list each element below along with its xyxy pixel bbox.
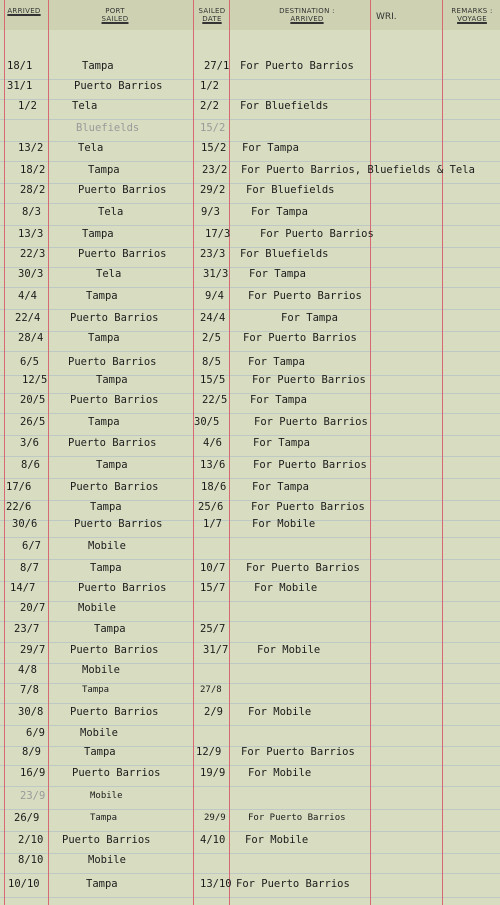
ruled-line [0,765,500,766]
ruled-line [0,663,500,664]
column-rule [229,0,230,905]
ruled-line [0,601,500,602]
port-name: Tampa [88,164,120,176]
destination: For Bluefields [240,248,329,260]
arrived-date: 8/10 [18,854,44,866]
port-name: Puerto Barrios [78,582,167,594]
ruled-line [0,642,500,643]
ruled-line [0,897,500,898]
ruled-line [0,435,500,436]
port-name: Tampa [84,746,116,758]
destination: For Puerto Barrios [248,813,346,823]
header-sailed-label: SAILED [198,7,226,15]
arrived-date: 28/2 [20,184,46,196]
arrived-date: 4/8 [18,664,37,676]
ruled-line [0,873,500,874]
header-wri: WRI. [376,12,397,22]
ruled-line [0,683,500,684]
ruled-line [0,831,500,832]
arrived-date: 31/1 [7,80,33,92]
sailed-date: 29/9 [204,813,226,823]
sailed-date: 9/3 [201,206,220,218]
arrived-date: 18/1 [7,60,33,72]
destination: For Bluefields [246,184,335,196]
port-name: Mobile [90,791,123,801]
sailed-date: 31/3 [203,268,229,280]
ruled-line [0,500,500,501]
sailed-date: 23/3 [200,248,226,260]
sailed-date: 22/5 [202,394,228,406]
header-destination [262,7,352,23]
sailed-date: 17/3 [205,228,231,240]
ruled-line [0,725,500,726]
port-name: Tela [96,268,122,280]
ruled-line [0,413,500,414]
destination: For Puerto Barrios [252,374,366,386]
sailed-date: 4/6 [203,437,222,449]
sailed-date: 13/10 [200,878,232,890]
ruled-line [0,853,500,854]
port-name: Tampa [90,813,118,823]
arrived-date: 29/7 [20,644,46,656]
arrived-date: 22/3 [20,248,46,260]
port-name: Tampa [86,878,118,890]
header-remarks-sub: VOYAGE [457,15,487,23]
port-name: Mobile [82,664,120,676]
port-name: Puerto Barrios [70,312,159,324]
header-arrived [2,7,46,15]
sailed-date: 25/7 [200,623,226,635]
ruled-line [0,351,500,352]
header-port-sub: SAILED [101,15,129,23]
header-sailed [195,7,229,23]
header-remarks-label: REMARKS : [451,7,493,15]
sailed-date: 13/6 [200,459,226,471]
port-name: Puerto Barrios [72,767,161,779]
destination: For Mobile [254,582,318,594]
destination: For Tampa [251,206,308,218]
port-name: Puerto Barrios [68,437,157,449]
destination: For Puerto Barrios [246,562,360,574]
arrived-date: 8/9 [22,746,41,758]
destination: For Mobile [245,834,309,846]
destination: For Tampa [242,142,299,154]
sailed-date: 24/4 [200,312,226,324]
port-name: Tampa [88,416,120,428]
arrived-date: 7/8 [20,684,39,696]
ruled-line [0,225,500,226]
arrived-date: 20/7 [20,602,46,614]
sailed-date: 8/5 [202,356,221,368]
port-name: Tampa [90,562,122,574]
sailed-date: 27/1 [204,60,230,72]
column-rule [48,0,49,905]
ruled-line [0,375,500,376]
sailed-date: 10/7 [200,562,226,574]
sailed-date: 23/2 [202,164,228,176]
port-name: Mobile [80,727,118,739]
arrived-date: 16/9 [20,767,46,779]
arrived-date: 28/4 [18,332,44,344]
column-rule [4,0,5,905]
sailed-date: 15/7 [200,582,226,594]
header-port [80,7,150,23]
arrived-date: 2/10 [18,834,44,846]
ruled-line [0,478,500,479]
arrived-date: 20/5 [20,394,46,406]
destination: For Puerto Barrios [260,228,374,240]
arrived-date: 17/6 [6,481,32,493]
sailed-date: 9/4 [205,290,224,302]
port-name: Puerto Barrios [78,184,167,196]
ruled-line [0,119,500,120]
arrived-date: 30/6 [12,518,38,530]
sailed-date: 15/2 [200,122,226,134]
arrived-date: 30/8 [18,706,44,718]
header-port-label: PORT [105,7,125,15]
arrived-date: 13/2 [18,142,44,154]
destination: For Tampa [250,394,307,406]
destination: For Mobile [248,706,312,718]
ruled-line [0,287,500,288]
destination: For Puerto Barrios [253,459,367,471]
ruled-line [0,559,500,560]
arrived-date: 3/6 [20,437,39,449]
sailed-date: 2/2 [200,100,219,112]
port-name: Puerto Barrios [70,644,159,656]
destination: For Puerto Barrios [243,332,357,344]
ruled-line [0,537,500,538]
port-name: Mobile [88,854,126,866]
port-name: Puerto Barrios [68,356,157,368]
arrived-date: 30/3 [18,268,44,280]
port-name: Puerto Barrios [62,834,151,846]
sailed-date: 15/5 [200,374,226,386]
port-name: Tampa [82,228,114,240]
destination: For Puerto Barrios [236,878,350,890]
arrived-date: 8/6 [21,459,40,471]
sailed-date: 27/8 [200,685,222,695]
port-name: Tampa [90,501,122,513]
destination: For Tampa [248,356,305,368]
port-name: Tampa [96,459,128,471]
port-name: Puerto Barrios [74,518,163,530]
arrived-date: 6/9 [26,727,45,739]
column-rule [370,0,371,905]
arrived-date: 18/2 [20,164,46,176]
sailed-date: 25/6 [198,501,224,513]
ruled-line [0,581,500,582]
port-name: Tampa [88,332,120,344]
ruled-line [0,621,500,622]
ruled-line [0,309,500,310]
port-name: Tampa [82,60,114,72]
sailed-date: 18/6 [201,481,227,493]
port-name: Mobile [88,540,126,552]
destination: For Puerto Barrios, Bluefields & Tela [241,164,475,176]
arrived-date: 8/7 [20,562,39,574]
header-destination-label: DESTINATION : [279,7,335,15]
ruled-line [0,786,500,787]
header-sailed-sub: DATE [202,15,222,23]
destination: For Mobile [257,644,321,656]
ruled-line [0,703,500,704]
header-remarks [444,7,500,23]
arrived-date: 4/4 [18,290,37,302]
destination: For Mobile [252,518,316,530]
port-name: Puerto Barrios [70,706,159,718]
sailed-date: 29/2 [200,184,226,196]
port-name: Mobile [78,602,116,614]
arrived-date: 23/7 [14,623,40,635]
port-name: Puerto Barrios [74,80,163,92]
port-name: Bluefields [76,122,140,134]
sailed-date: 4/10 [200,834,226,846]
arrived-date: 6/5 [20,356,39,368]
sailed-date: 1/2 [200,80,219,92]
ruled-line [0,456,500,457]
sailed-date: 15/2 [201,142,227,154]
header-destination-sub: ARRIVED [290,15,324,23]
sailed-date: 2/5 [202,332,221,344]
port-name: Tela [78,142,104,154]
column-header-band [0,0,500,30]
arrived-date: 13/3 [18,228,44,240]
destination: For Tampa [253,437,310,449]
sailed-date: 19/9 [200,767,226,779]
port-name: Puerto Barrios [70,394,159,406]
arrived-date: 26/5 [20,416,46,428]
ruled-line [0,809,500,810]
port-name: Tampa [96,374,128,386]
destination: For Tampa [281,312,338,324]
arrived-date: 1/2 [18,100,37,112]
column-rule [193,0,194,905]
destination: For Bluefields [240,100,329,112]
port-name: Tela [98,206,124,218]
sailed-date: 12/9 [196,746,222,758]
port-name: Puerto Barrios [70,481,159,493]
arrived-date: 8/3 [22,206,41,218]
destination: For Tampa [252,481,309,493]
port-name: Puerto Barrios [78,248,167,260]
destination: For Tampa [249,268,306,280]
destination: For Puerto Barrios [254,416,368,428]
arrived-date: 22/4 [15,312,41,324]
destination: For Puerto Barrios [241,746,355,758]
arrived-date: 26/9 [14,812,40,824]
header-arrived-label: ARRIVED [7,7,41,15]
port-name: Tampa [94,623,126,635]
port-name: Tampa [82,685,110,695]
ruled-line [0,161,500,162]
arrived-date: 10/10 [8,878,40,890]
destination: For Mobile [248,767,312,779]
ruled-line [0,203,500,204]
sailed-date: 2/9 [204,706,223,718]
sailed-date: 31/7 [203,644,229,656]
destination: For Puerto Barrios [240,60,354,72]
arrived-date: 22/6 [6,501,32,513]
destination: For Puerto Barrios [251,501,365,513]
port-name: Tela [72,100,98,112]
sailed-date: 1/7 [203,518,222,530]
arrived-date: 6/7 [22,540,41,552]
arrived-date: 12/5 [22,374,48,386]
sailed-date: 30/5 [194,416,220,428]
column-rule [442,0,443,905]
arrived-date: 14/7 [10,582,36,594]
destination: For Puerto Barrios [248,290,362,302]
port-name: Tampa [86,290,118,302]
arrived-date: 23/9 [20,790,46,802]
